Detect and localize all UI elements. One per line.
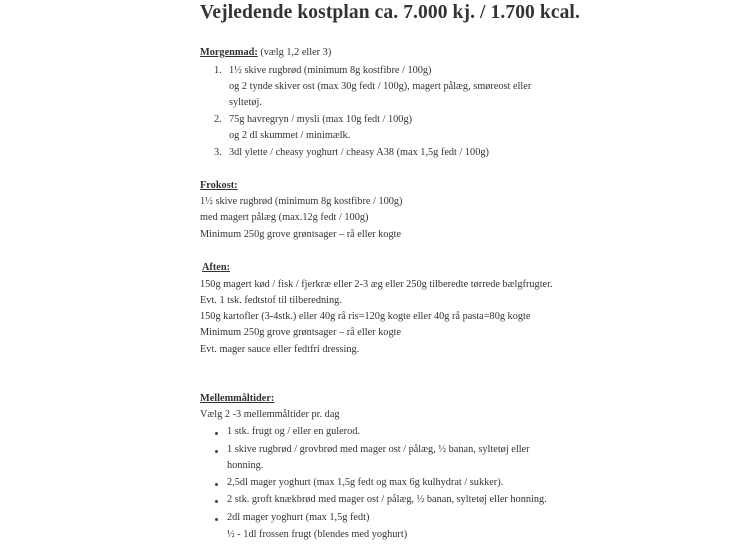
morgenmad-heading-line — [200, 47, 331, 58]
mellemmaaltider-intro: Vælg 2 -3 mellemmåltider pr. dag — [200, 409, 340, 420]
aften-heading: Aften: — [202, 262, 231, 273]
aften-line: 150g kartofler (3-4stk.) eller 40g rå ris=120g kogte eller 40g rå pasta=80g kogte — [200, 311, 531, 322]
snack-line: 2dl mager yoghurt (max 1,5g fedt) — [227, 512, 370, 523]
list-number: 1. — [214, 65, 222, 76]
snack-line: 1 skive rugbrød / grovbrød med mager ost / pålæg, ½ banan, syltetøj eller — [227, 444, 530, 455]
morgenmad-heading: Morgenmad: — [200, 47, 258, 58]
bullet-icon — [215, 483, 218, 486]
aften-line: Evt. mager sauce eller fedtfri dressing. — [200, 344, 360, 355]
list-item-line: og 2 tynde skiver ost (max 30g fedt / 100g), magert pålæg, smøreost eller — [229, 81, 532, 92]
frokost-line: med magert pålæg (max.12g fedt / 100g) — [200, 212, 369, 223]
page-title: Vejledende kostplan ca. 7.000 kj. / 1.700 kcal. — [200, 2, 580, 23]
mellemmaaltider-heading: Mellemmåltider: — [200, 393, 275, 404]
snack-line: ½ - 1dl frossen frugt (blendes med yoghurt) — [227, 529, 408, 540]
snack-line: 2,5dl mager yoghurt (max 1,5g fedt og max 6g kulhydrat / sukker). — [227, 477, 504, 488]
list-number: 3. — [214, 147, 222, 158]
morgenmad-note: (vælg 1,2 eller 3) — [257, 47, 332, 58]
bullet-icon — [215, 518, 218, 521]
list-item-line: og 2 dl skummet / minimælk. — [229, 130, 351, 141]
bullet-icon — [215, 432, 218, 435]
aften-line: Evt. 1 tsk. fedtstof til tilberedning. — [200, 295, 342, 306]
frokost-heading: Frokost: — [200, 180, 238, 191]
list-item-line: syltetøj. — [229, 97, 262, 108]
bullet-icon — [215, 450, 218, 453]
list-number: 2. — [214, 114, 222, 125]
list-item-line: 1½ skive rugbrød (minimum 8g kostfibre / 100g) — [229, 65, 432, 76]
snack-line: 2 stk. groft knækbrød med mager ost / pålæg, ½ banan, syltetøj eller honning. — [227, 494, 547, 505]
aften-line: 150g magert kød / fisk / fjerkræ eller 2-3 æg eller 250g tilberedte tørrede bælgfrugter. — [200, 279, 553, 290]
bullet-icon — [215, 500, 218, 503]
list-item-line: 3dl ylette / cheasy yoghurt / cheasy A38 (max 1,5g fedt / 100g) — [229, 147, 489, 158]
list-item-line: 75g havregryn / mysli (max 10g fedt / 100g) — [229, 114, 413, 125]
snack-line: 1 stk. frugt og / eller en gulerod. — [227, 426, 360, 437]
snack-line: honning. — [227, 460, 264, 471]
frokost-line: Minimum 250g grove grøntsager – rå eller kogte — [200, 229, 402, 240]
aften-line: Minimum 250g grove grøntsager – rå eller kogte — [200, 327, 402, 338]
frokost-line: 1½ skive rugbrød (minimum 8g kostfibre / 100g) — [200, 196, 403, 207]
